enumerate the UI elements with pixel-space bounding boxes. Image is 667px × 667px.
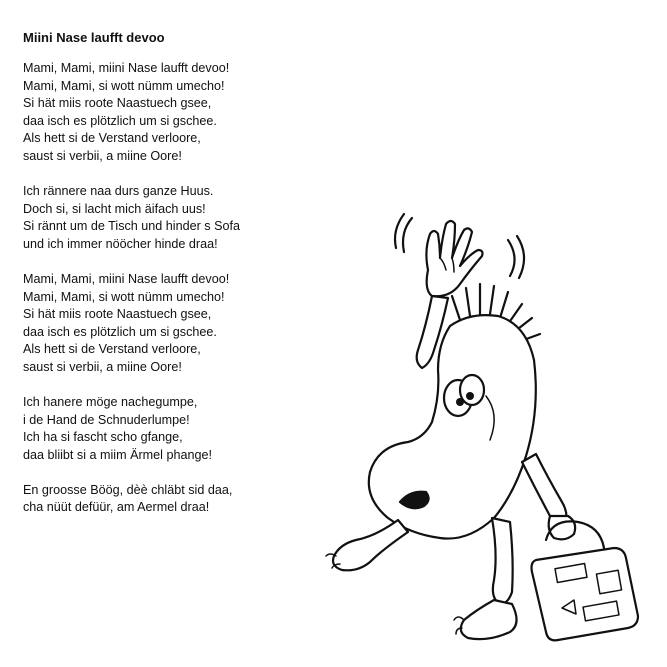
poem-line: saust si verbii, a miine Oore! <box>23 148 182 163</box>
stanza-5 <box>23 482 323 517</box>
carrying-arm <box>522 454 575 539</box>
poem-line: Doch si, si lacht mich äifach uus! <box>23 201 206 216</box>
stanza-2 <box>23 183 323 253</box>
poem-line: daa isch es plötzlich um si gschee. <box>23 113 217 128</box>
poem-line: Als hett si de Verstand verloore, <box>23 131 201 146</box>
suitcase-icon <box>532 521 639 640</box>
poem-line: Ich rännere naa durs ganze Huus. <box>23 184 214 199</box>
poem-line: Si hät miis roote Naastuech gsee, <box>23 96 212 111</box>
poem <box>23 29 323 535</box>
walking-nose-illustration <box>300 200 667 667</box>
poem-line: Mami, Mami, miini Nase laufft devoo! <box>23 61 230 75</box>
poem-line: cha nüüt defüür, am Aermel draa! <box>23 500 210 515</box>
stanza-4 <box>23 394 323 464</box>
poem-title: Miini Nase laufft devoo <box>23 30 165 45</box>
poem-line: Ich hanere möge nachegumpe, <box>23 395 198 409</box>
waving-hand <box>426 221 482 296</box>
poem-line: Si hät miis roote Naastuech gsee, <box>23 307 212 322</box>
poem-line: Mami, Mami, miini Nase laufft devoo! <box>23 271 230 286</box>
nose-body <box>369 315 536 538</box>
stanza-1 <box>23 60 323 166</box>
poem-line: daa isch es plötzlich um si gschee. <box>23 324 217 339</box>
poem-line: i de Hand de Schnuderlumpe! <box>23 412 190 427</box>
walking-nose-icon <box>300 200 667 667</box>
stanza-3 <box>23 271 323 377</box>
poem-line: saust si verbii, a miine Oore! <box>23 359 182 374</box>
back-leg <box>326 520 408 570</box>
poem-line: Als hett si de Verstand verloore, <box>23 342 201 357</box>
poem-line: Mami, Mami, si wott nümm umecho! <box>23 78 225 93</box>
poem-line: Si rännt um de Tisch und hinder s Sofa <box>23 219 241 234</box>
poem-line: daa bliibt si a miim Ärmel phange! <box>23 447 212 462</box>
poem-line: Ich ha si fascht scho gfange, <box>23 430 183 445</box>
poem-line: und ich immer nööcher hinde draa! <box>23 236 218 251</box>
poem-line: En groosse Böög, dèè chläbt sid daa, <box>23 482 233 497</box>
poem-line: Mami, Mami, si wott nümm umecho! <box>23 289 225 304</box>
